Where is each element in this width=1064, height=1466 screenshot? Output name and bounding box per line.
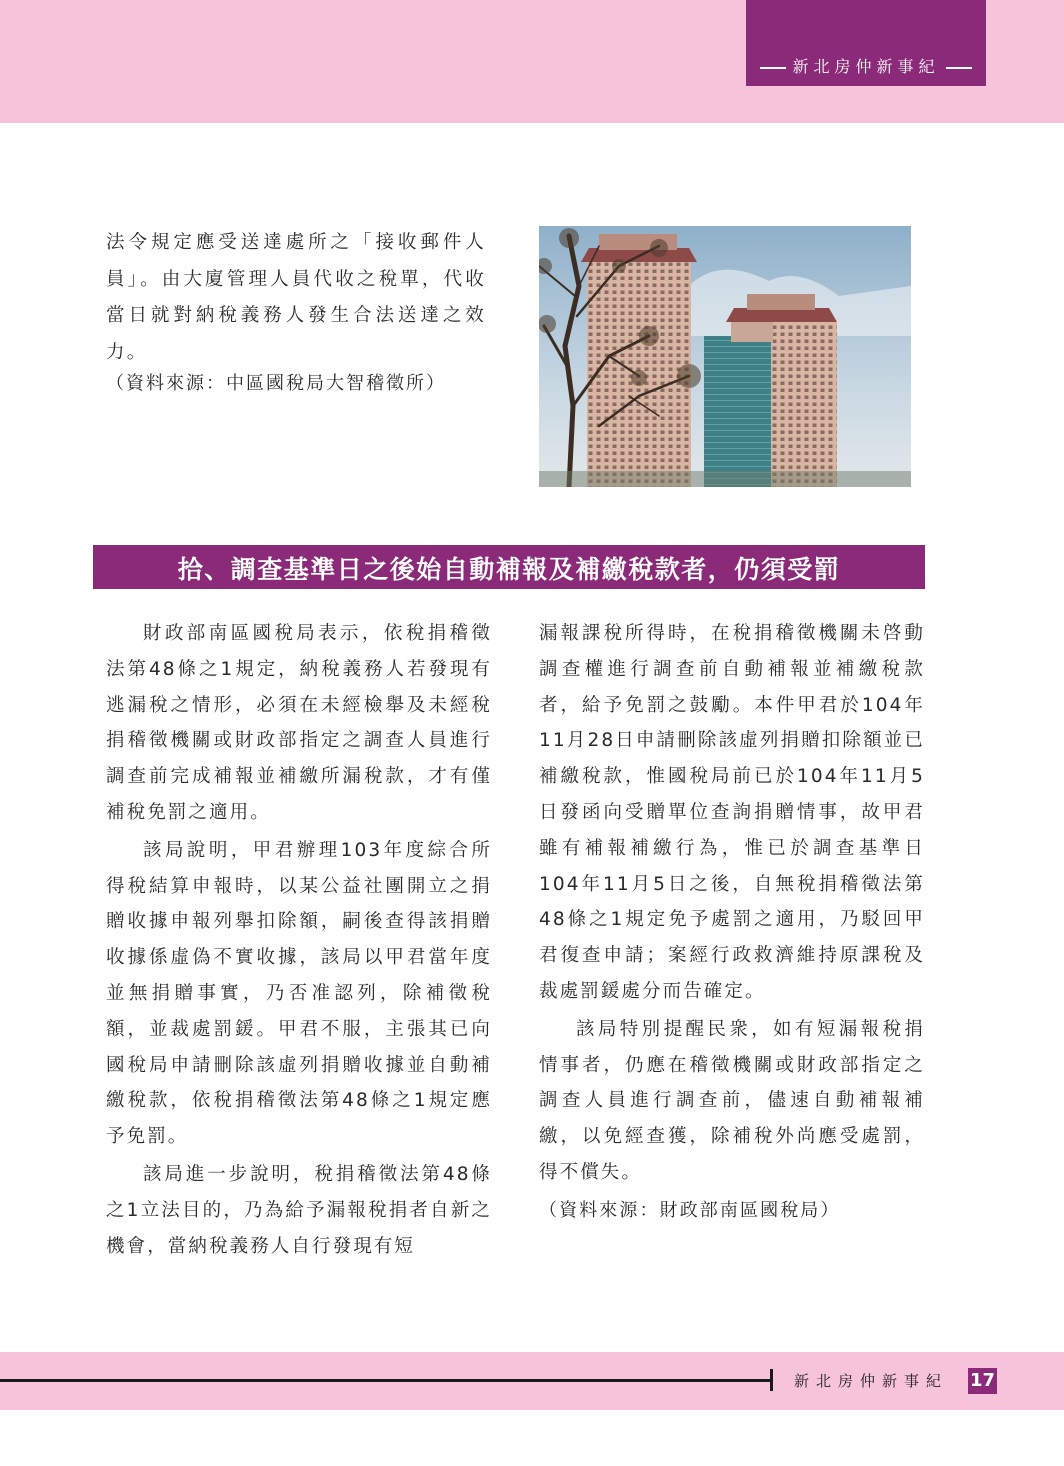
article-paragraph: 該局特別提醒民衆，如有短漏報稅捐情事者，仍應在稽徵機關或財政部指定之調查人員進行調查前，儘速自動補報補繳，以免經查獲，除補稅外尚應受處罰，得不償失。 xyxy=(539,1018,925,1183)
article-paragraph: 財政部南區國稅局表示，依稅捐稽徵法第48條之1規定，納稅義務人若發現有逃漏稅之情形，必須在未經檢舉及未經稅捐稽徵機關或財政部指定之調查人員進行調查前完成補報並補繳所漏稅款，才有僅補稅免罰之適用。 xyxy=(106,623,492,823)
section-title: 拾、調查基準日之後始自動補報及補繳稅款者，仍須受罰 xyxy=(177,555,841,584)
footer-title: 新北房仲新事紀 xyxy=(794,1372,949,1390)
header-tab xyxy=(746,0,986,86)
article-source: （資料來源：財政部南區國稅局） xyxy=(539,1199,841,1221)
article-right-column xyxy=(539,616,925,1229)
article-left-column xyxy=(106,616,492,1264)
article-paragraph: 漏報課稅所得時，在稅捐稽徵機關未啓動調查權進行調查前自動補報並補繳稅款者，給予免罰之鼓勵。本件甲君於104年11月28日申請刪除該虛列捐贈扣除額並已補繳稅款，惟國稅局前已於104年11月5日發函向受贈單位查詢捐贈情事，故甲君雖有補報補繳行為，惟已於調查基準日104年11月5日之後，自無稅捐稽徵法第48條之1規定免予處罰之適用，乃駁回甲君復查申請；案經行政救濟維持原課稅及裁處罰鍰處分而告確定。 xyxy=(539,623,925,1002)
page-number: 17 xyxy=(968,1368,997,1394)
header-dash-right xyxy=(946,67,972,69)
article-paragraph: 該局進一步說明，稅捐稽徵法第48條之1立法目的，乃為給予漏報稅捐者自新之機會，當納稅義務人自行發現有短 xyxy=(106,1163,492,1257)
building-photo xyxy=(539,226,911,487)
header-dash-left xyxy=(760,67,786,69)
building-illustration xyxy=(539,226,911,487)
intro-source: （資料來源：中區國稅局大智稽徵所） xyxy=(106,373,446,394)
article-paragraph: 該局說明，甲君辦理103年度綜合所得稅結算申報時，以某公益社團開立之捐贈收據申報列舉扣除額，嗣後查得該捐贈收據係虛偽不實收據，該局以甲君當年度並無捐贈事實，乃否准認列，除補徵稅額，並裁處罰鍰。甲君不服，主張其已向國稅局申請刪除該虛列捐贈收據並自動補繳稅款，依稅捐稽徵法第48條之1規定應予免罰。 xyxy=(106,839,492,1148)
footer-rule-tick xyxy=(770,1369,773,1391)
header-title: 新北房仲新事紀 xyxy=(792,57,940,76)
footer-rule xyxy=(0,1379,770,1382)
intro-paragraph: 法令規定應受送達處所之「接收郵件人員」。由大廈管理人員代收之稅單，代收當日就對納稅義務人發生合法送達之效力。 xyxy=(106,232,486,363)
section-title-bar xyxy=(93,545,925,589)
